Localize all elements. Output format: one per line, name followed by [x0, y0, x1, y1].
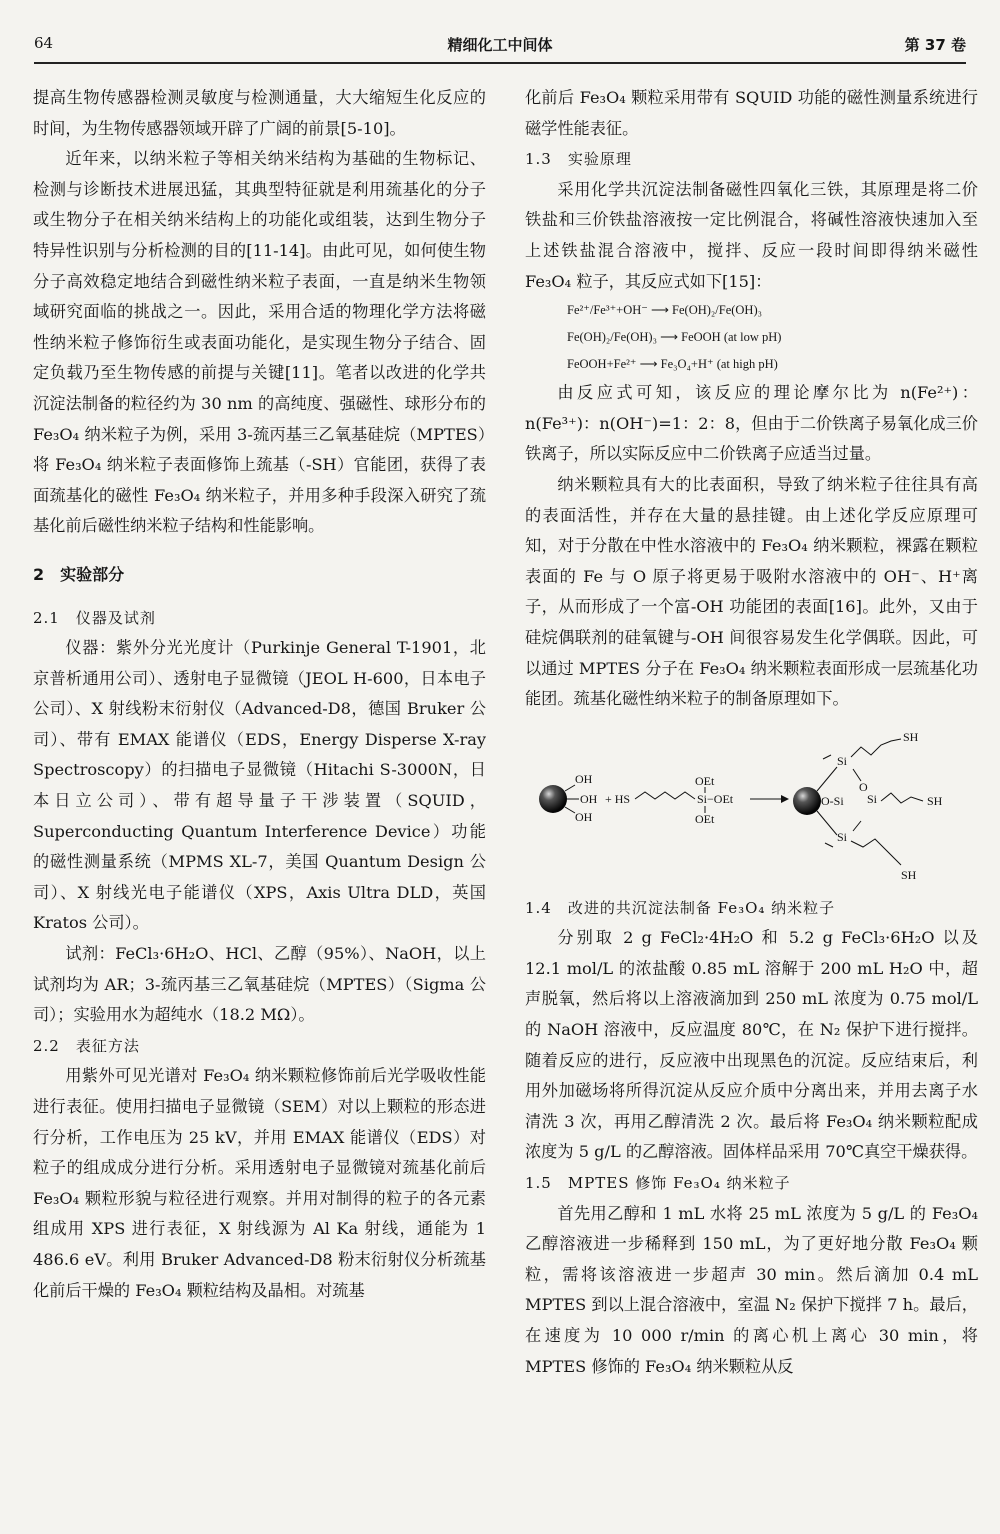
arrow-head-icon [781, 795, 789, 803]
right-column [525, 83, 978, 1382]
subsection-heading: 1.3 实验原理 [525, 150, 632, 169]
reaction-scheme-svg [525, 727, 978, 887]
label-sh: SH [903, 729, 919, 744]
label-oh: OH [575, 771, 593, 786]
paragraph: 首先用乙醇和 1 mL 水将 25 mL 浓度为 5 g/L 的 Fe₃O₄ 乙醇溶液进一步稀释到 150 mL，为了更好地分散 Fe₃O₄ 颗粒，需将该溶液进一步超声 30 min。然后滴加 0.4 mL MPTES 到以上混合溶液中，室温 N₂ 保护下搅拌 7 h。最后，在速度为 10 000 r/min 的离心机上离心 30 min，将 MPTES 修饰的 Fe₃O₄ 纳米颗粒从反 [525, 1203, 978, 1376]
paragraph: 纳米颗粒具有大的比表面积，导致了纳米粒子往往具有高的表面活性，并存在大量的悬挂键。由上述化学反应原理可知，对于分散在中性水溶液中的 Fe₃O₄ 纳米颗粒，裸露在颗粒表面的 Fe 与 O 原子将更易于吸附水溶液中的 OH⁻、H⁺离子，从而形成了一个富-OH 功能团的表面[16]。此外，又由于硅烷偶联剂的硅氧键与-OH 间很容易发生化学偶联。因此，可以通过 MPTES 分子在 Fe₃O₄ 纳米颗粒表面形成一层巯基化功能团。巯基化磁性纳米粒子的制备原理如下。 [525, 474, 978, 709]
label-oet: OEt [695, 773, 715, 788]
equation-3: FeOOH+Fe²⁺ ⟶ Fe₃O₄+H⁺ (at high pH) [567, 357, 778, 372]
paragraph: 提高生物传感器检测灵敏度与检测通量，大大缩短生化反应的时间，为生物传感器领域开辟了广阔的前景[5-10]。 [33, 88, 486, 138]
label-o: O [859, 779, 868, 794]
page-number: 64 [34, 34, 54, 52]
journal-name: 精细化工中间体 [447, 36, 553, 54]
subsection-heading: 2.1 仪器及试剂 [33, 608, 156, 627]
paragraph: 仪器：紫外分光光度计（Purkinje General T-1901，北京普析通用公司）、透射电子显微镜（JEOL H-600，日本电子公司）、X 射线粉末衍射仪（Advanced-D8，德国 Bruker 公司）、带有 EMAX 能谱仪（EDS，Energy Disperse X-ray Spectroscopy）的扫描电子显微镜（Hitachi S-3000N，日本日立公司）、带有超导量子干涉装置（SQUID，Superconducting Quantum Interference Device）功能的磁性测量系统（MPMS XL-7，美国 Quantum Design 公司）、X 射线光电子能谱仪（XPS，Axis Ultra DLD，英国 Kratos 公司）。 [33, 638, 486, 933]
section-heading: 2 实验部分 [33, 564, 125, 584]
bond [823, 755, 831, 759]
propyl-chain [851, 739, 901, 757]
paragraph: 化前后 Fe₃O₄ 颗粒采用带有 SQUID 功能的磁性测量系统进行磁学性能表征。 [525, 88, 978, 138]
bond [565, 807, 575, 813]
label-o-si: O-Si [821, 793, 844, 808]
propyl-chain [881, 793, 923, 803]
nanoparticle-icon [539, 785, 567, 813]
paragraph: 由反应式可知，该反应的理论摩尔比为 n(Fe²⁺)：n(Fe³⁺)：n(OH⁻)=1：2：8，但由于二价铁离子易氧化成三价铁离子，所以实际反应中二价铁离子应适当过量。 [525, 383, 978, 464]
reaction-scheme [525, 727, 978, 887]
propyl-chain [851, 839, 901, 865]
bond [853, 821, 861, 831]
subsection-heading: 1.5 MPTES 修饰 Fe₃O₄ 纳米粒子 [525, 1174, 791, 1193]
nanoparticle-icon [793, 787, 821, 815]
left-column [33, 83, 486, 1306]
subsection-heading: 1.4 改进的共沉淀法制备 Fe₃O₄ 纳米粒子 [525, 898, 836, 917]
label-sh: SH [901, 867, 917, 882]
bond [817, 767, 837, 791]
label-si: Si [837, 829, 848, 844]
paragraph: 近年来，以纳米粒子等相关纳米结构为基础的生物标记、检测与诊断技术进展迅猛，其典型特征就是利用巯基化的分子或生物分子在相关纳米结构上的功能化或组装，达到生物分子特异性识别与分析检测的目的[11-14]。由此可见，如何使生物分子高效稳定地结合到磁性纳米粒子表面，一直是纳米生物领域研究面临的挑战之一。因此，采用合适的物理化学方法将磁性纳米粒子修饰衍生或表面功能化，是实现生物分子结合、固定负载乃至生物传感的前提与关键[11]。笔者以改进的化学共沉淀法制备的粒径约为 30 nm 的高纯度、强磁性、球形分布的 Fe₃O₄ 纳米粒子为例，采用 3-巯丙基三乙氧基硅烷（MPTES）将 Fe₃O₄ 纳米粒子表面修饰上巯基（-SH）官能团，获得了表面巯基化的磁性 Fe₃O₄ 纳米粒子，并用多种手段深入研究了巯基化前后磁性纳米粒子结构和性能影响。 [33, 149, 486, 536]
equation-1: Fe²⁺/Fe³⁺+OH⁻ ⟶ Fe(OH)₂/Fe(OH)₃ [567, 303, 762, 318]
label-si: Si [837, 753, 848, 768]
bond [825, 843, 833, 847]
label-sh: SH [927, 793, 943, 808]
volume-label: 第 37 卷 [904, 36, 966, 54]
propyl-chain [635, 792, 695, 799]
running-header [34, 30, 966, 58]
label-si-oet: Si−OEt [697, 791, 734, 806]
equation-2: Fe(OH)₂/Fe(OH)₃ ⟶ FeOOH (at low pH) [567, 330, 782, 345]
paragraph: 分别取 2 g FeCl₂·4H₂O 和 5.2 g FeCl₃·6H₂O 以及 12.1 mol/L 的浓盐酸 0.85 mL 溶解于 200 mL H₂O 中，超声脱氧，然后将以上溶液滴加到 250 mL 浓度为 0.75 mol/L 的 NaOH 溶液中，反应温度 80℃，在 N₂ 保护下进行搅拌。随着反应的进行，反应液中出现黑色的沉淀。反应结束后，利用外加磁场将所得沉淀从反应介质中分离出来，并用去离子水清洗 3 次，再用乙醇清洗 2 次。最后将 Fe₃O₄ 纳米颗粒配成浓度为 5 g/L 的乙醇溶液。固体样品采用 70℃真空干燥获得。 [525, 928, 978, 1162]
bond [565, 785, 575, 791]
label-oet: OEt [695, 811, 715, 826]
header-rule [34, 62, 966, 64]
paragraph: 用紫外可见光谱对 Fe₃O₄ 纳米颗粒修饰前后光学吸收性能进行表征。使用扫描电子显微镜（SEM）对以上颗粒的形态进行分析，工作电压为 25 kV，并用 EMAX 能谱仪（EDS）对粒子的组成成分进行分析。采用透射电子显微镜对巯基化前后 Fe₃O₄ 颗粒形貌与粒径进行观察。并用对制得的粒子的各元素组成用 XPS 进行表征，X 射线源为 Al Ka 射线，通能为 1 486.6 eV。利用 Bruker Advanced-D8 粉末衍射仪分析巯基化前后干燥的 Fe₃O₄ 颗粒结构及晶相。对巯基 [33, 1066, 486, 1300]
paragraph: 采用化学共沉淀法制备磁性四氧化三铁，其原理是将二价铁盐和三价铁盐溶液按一定比例混合，将碱性溶液快速加入至上述铁盐混合溶液中，搅拌、反应一段时间即得纳米磁性 Fe₃O₄ 粒子，其反应式如下[15]： [525, 179, 978, 291]
bond [817, 811, 837, 835]
label-oh: OH [575, 809, 593, 824]
label-plus-hs: + HS [605, 791, 631, 806]
label-si: Si [867, 791, 878, 806]
label-oh: OH [580, 791, 598, 806]
subsection-heading: 2.2 表征方法 [33, 1036, 140, 1055]
paragraph: 试剂：FeCl₃·6H₂O、HCl、乙醇（95%）、NaOH，以上试剂均为 AR；3-巯丙基三乙氧基硅烷（MPTES）（Sigma 公司）；实验用水为超纯水（18.2 MΩ）。 [33, 944, 486, 1025]
